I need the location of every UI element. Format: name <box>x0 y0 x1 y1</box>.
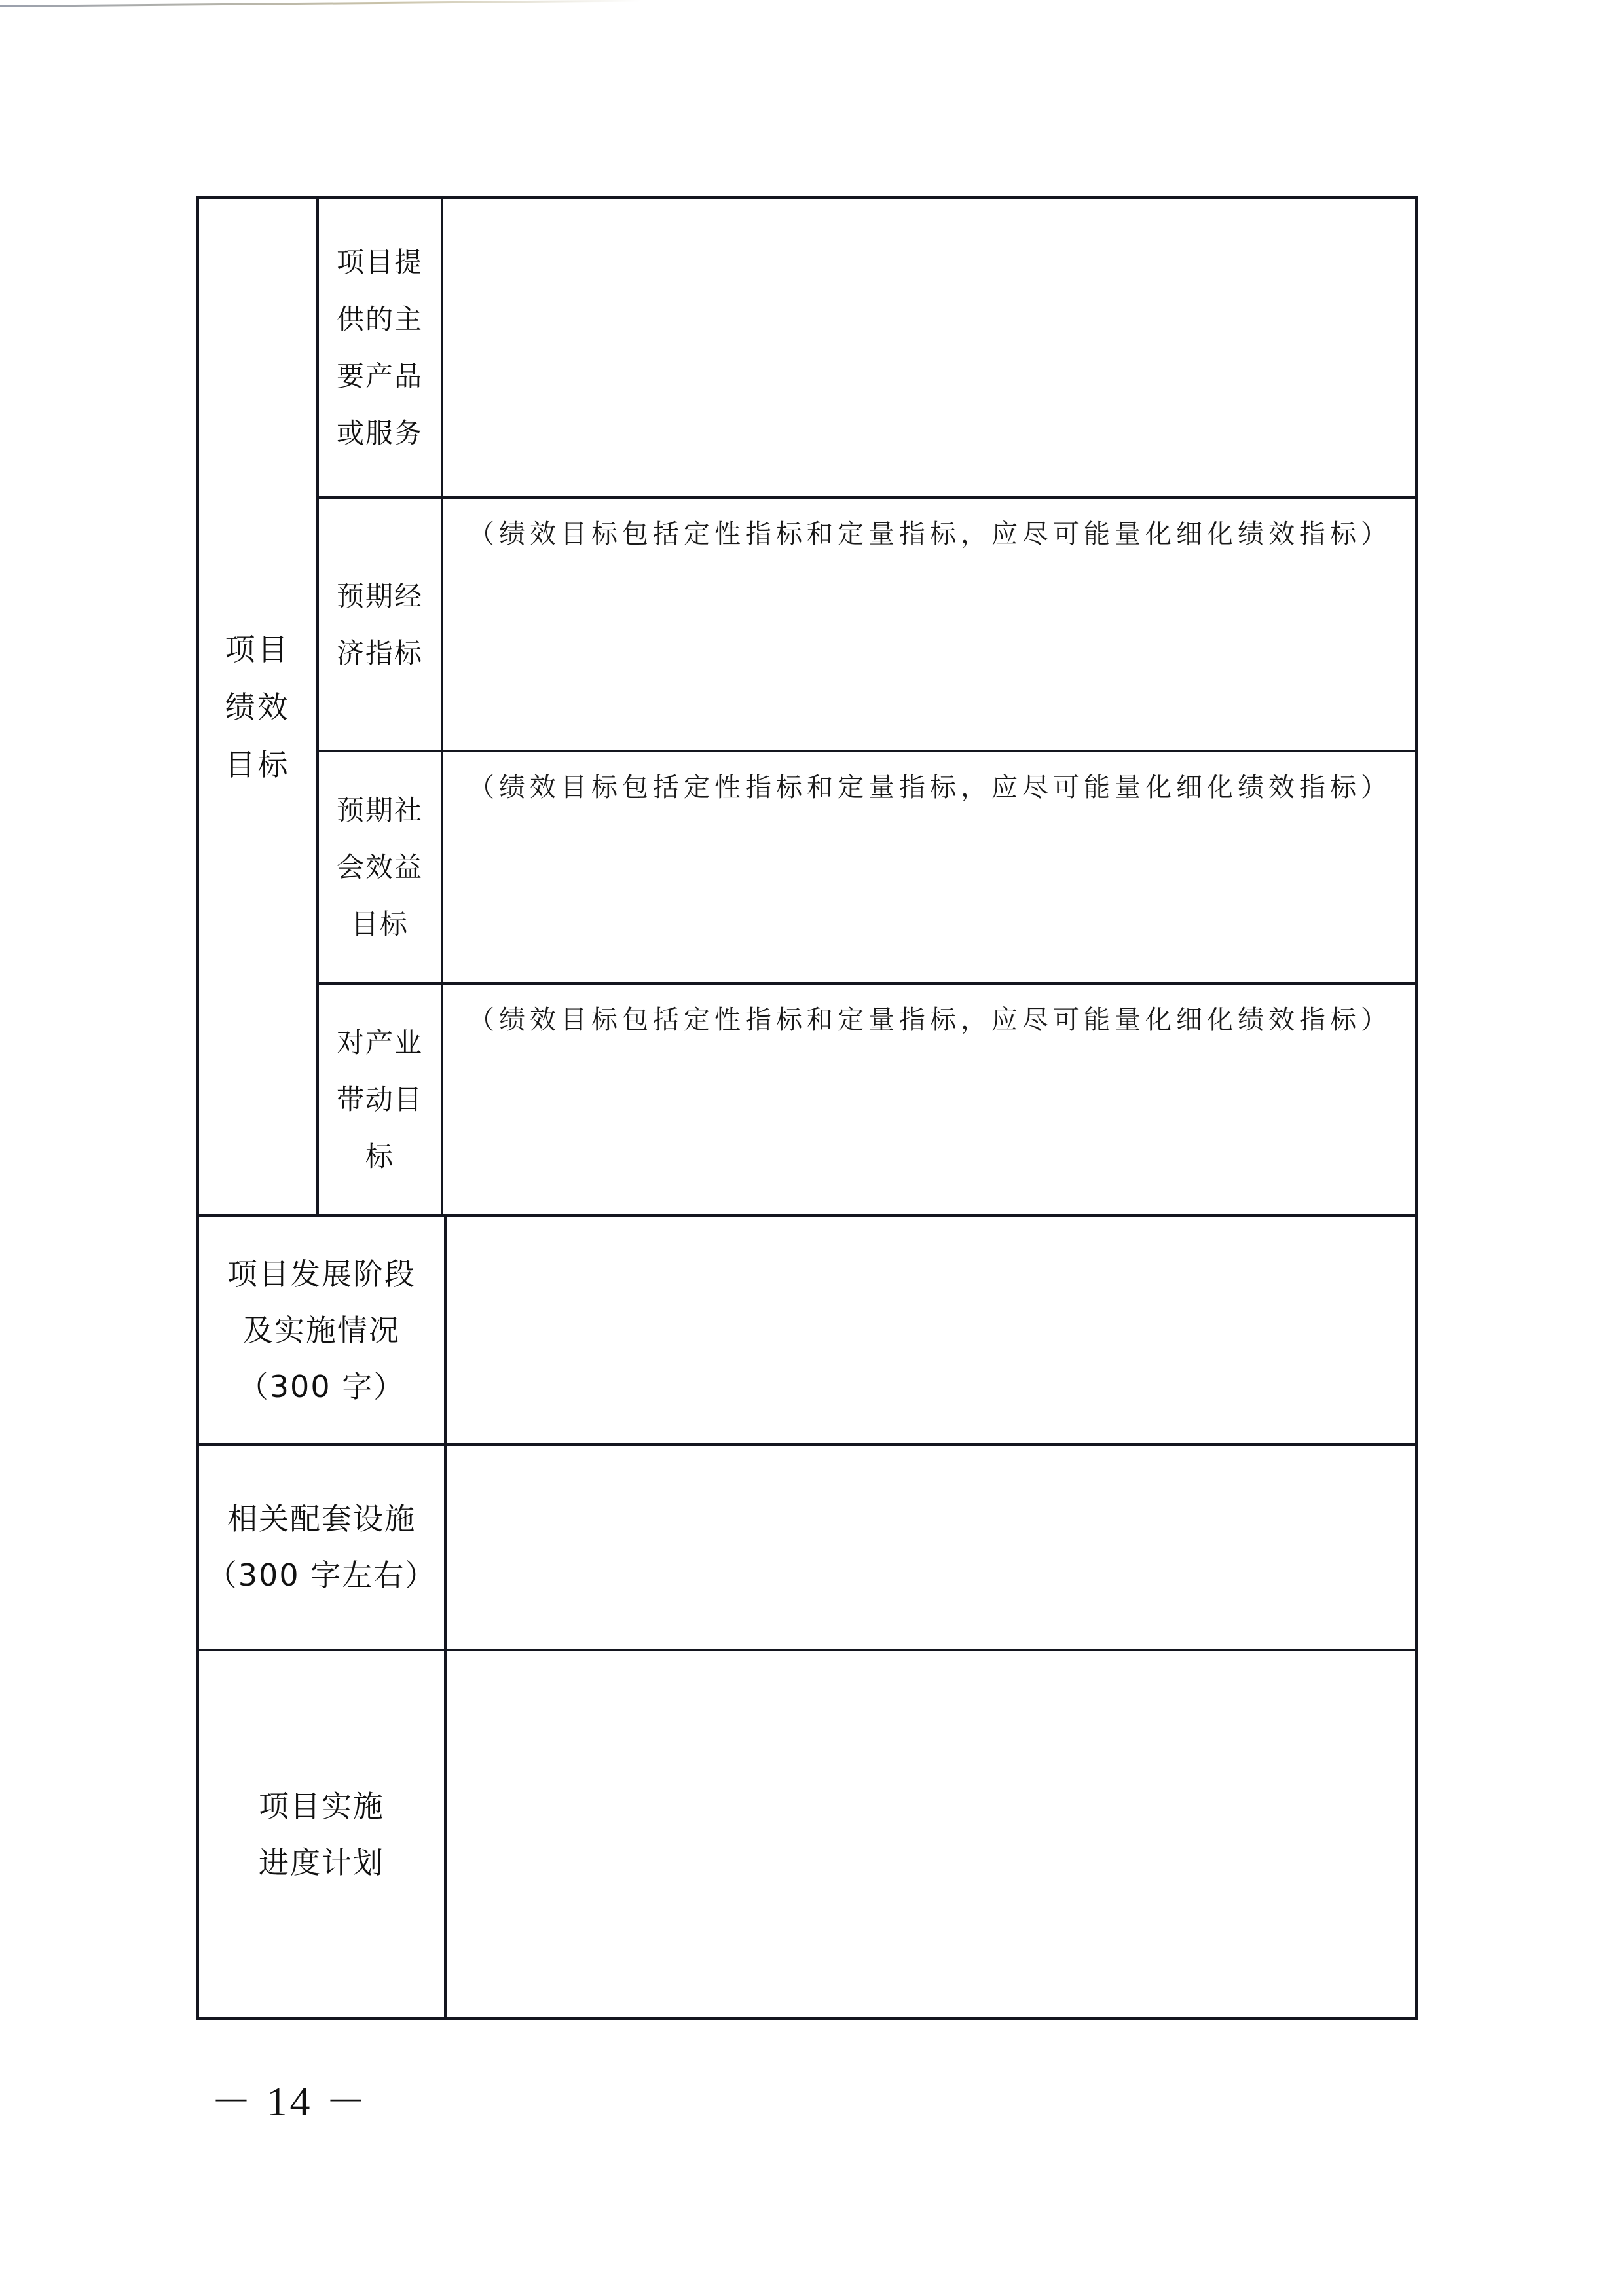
main-products-input-area[interactable] <box>443 199 1415 496</box>
page-number: － 14 － <box>211 2080 369 2124</box>
implementation-schedule-input-area[interactable] <box>447 1651 1415 2017</box>
label-line: 标 <box>365 1140 394 1173</box>
implementation-schedule-label <box>199 1651 444 2017</box>
label-line: （300 字） <box>238 1368 405 1404</box>
expected-economic-indicators-input-area[interactable] <box>443 499 1415 750</box>
label-line: （300 字左右） <box>206 1558 437 1593</box>
label-line: 项目发展阶段 <box>227 1256 416 1292</box>
label-line: 目标 <box>350 908 409 940</box>
development-stage-input-area[interactable] <box>447 1217 1415 1443</box>
supporting-facilities-label <box>199 1446 444 1649</box>
performance-hint-text: （绩效目标包括定性指标和定量指标，应尽可能量化细化绩效指标） <box>468 773 1392 803</box>
table-border-bottom <box>196 2017 1418 2020</box>
label-line: 会效益 <box>336 851 423 883</box>
supporting-facilities-input-area[interactable] <box>447 1446 1415 1649</box>
industry-driving-goal-input-area[interactable] <box>443 985 1415 1214</box>
section-label-line: 项目 <box>225 631 291 667</box>
development-stage-label <box>199 1217 444 1443</box>
label-line: 预期经 <box>336 579 423 612</box>
label-line: 及实施情况 <box>243 1312 400 1348</box>
section-label-line: 绩效 <box>225 689 291 725</box>
label-line: 进度计划 <box>259 1844 384 1880</box>
industry-driving-goal-label <box>319 985 441 1214</box>
label-line: 供的主 <box>336 303 423 335</box>
performance-hint-text: （绩效目标包括定性指标和定量指标，应尽可能量化细化绩效指标） <box>468 1005 1392 1035</box>
expected-economic-indicators-label <box>319 499 441 750</box>
label-line: 或服务 <box>336 417 423 449</box>
performance-goals-section-label <box>199 199 316 1214</box>
label-line: 济指标 <box>336 636 423 669</box>
label-line: 预期社 <box>336 794 423 826</box>
performance-hint-text: （绩效目标包括定性指标和定量指标，应尽可能量化细化绩效指标） <box>468 519 1392 549</box>
label-line: 要产品 <box>336 360 423 392</box>
label-line: 对产业 <box>336 1027 423 1059</box>
section-label-line: 目标 <box>225 746 291 782</box>
label-line: 带动目 <box>336 1084 423 1116</box>
label-line: 项目提 <box>336 246 423 278</box>
scan-artifact-line <box>0 0 642 7</box>
project-form-table <box>196 196 1418 2020</box>
label-line: 项目实施 <box>259 1788 384 1824</box>
main-products-label <box>319 199 441 496</box>
table-border-right <box>1415 196 1418 2020</box>
label-line: 相关配套设施 <box>227 1501 416 1537</box>
expected-social-benefit-label <box>319 752 441 982</box>
expected-social-benefit-input-area[interactable] <box>443 752 1415 982</box>
